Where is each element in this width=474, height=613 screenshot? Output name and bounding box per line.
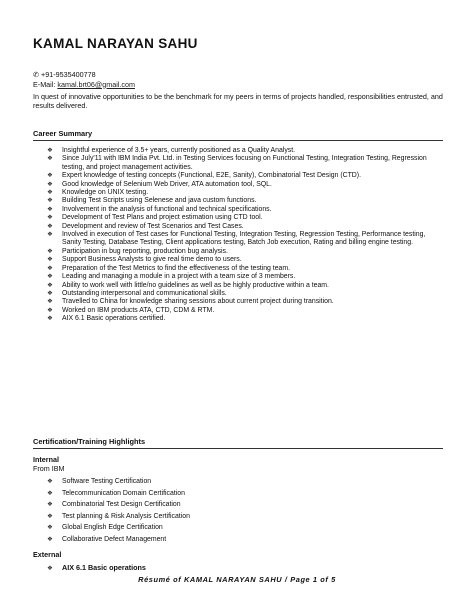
diamond-bullet-icon: ❖ [47, 289, 53, 297]
list-item-text: Preparation of the Test Metrics to find the effectiveness of the testing team. [62, 264, 291, 272]
diamond-bullet-icon: ❖ [47, 147, 53, 154]
list-item [33, 290, 443, 298]
list-item [33, 189, 443, 197]
diamond-bullet-icon: ❖ [47, 298, 53, 306]
list-item-text: Involvement in the analysis of functional and technical specifications. [62, 205, 272, 213]
list-item [33, 223, 443, 231]
diamond-bullet-icon: ❖ [47, 231, 53, 239]
diamond-bullet-icon: ❖ [47, 315, 53, 323]
list-item-text: Leading and managing a module in a project with a team size of 3 members. [62, 273, 296, 281]
list-item [33, 315, 443, 323]
section-divider [33, 140, 443, 141]
external-subheading: External [33, 550, 62, 559]
email-label: E-Mail: [33, 79, 56, 89]
list-item-text: Since July'11 with IBM India Pvt. Ltd. in Testing Services focusing on Functional Testing, Integration Testing, Regression testing, and project management activities. [62, 155, 427, 171]
list-item-text: Ability to work well with little/no guidelines as well as be highly productive within a team. [62, 281, 329, 289]
list-item-text: Insightful experience of 3.5+ years, currently positioned as a Quality Analyst. [62, 147, 296, 154]
phone-icon: ✆ [33, 70, 40, 79]
list-item [33, 265, 443, 273]
internal-cert-list [33, 476, 190, 545]
list-item-text: Involved in execution of Test cases for Functional Testing, Integration Testing, Regression Testing, Performance testing, Sanity Testing, Database Testing, Client applications testing, Batch Job execution, Rating and billing engine testing. [62, 231, 426, 247]
list-item [33, 273, 443, 281]
phone-line [33, 70, 135, 80]
diamond-bullet-icon: ❖ [47, 155, 53, 163]
list-item [33, 206, 443, 214]
list-item-text: Software Testing Certification [62, 478, 152, 485]
list-item-text: Support Business Analysts to give real time demo to users. [62, 256, 242, 264]
list-item-text: AIX 6.1 Basic operations certified. [62, 315, 166, 323]
list-item-text: Worked on IBM products ATA, CTD, CDM & RTM. [62, 306, 215, 314]
list-item [33, 155, 443, 172]
list-item-text: Global English Edge Certification [62, 524, 163, 531]
diamond-bullet-icon: ❖ [47, 197, 53, 205]
list-item [33, 248, 443, 256]
list-item [33, 476, 190, 488]
list-item-text: Travelled to China for knowledge sharing sessions about current project during transition. [62, 298, 334, 306]
diamond-bullet-icon: ❖ [47, 222, 53, 230]
list-item [33, 282, 443, 290]
list-item-text: Telecommunication Domain Certification [62, 489, 185, 497]
diamond-bullet-icon: ❖ [47, 264, 53, 272]
list-item [33, 197, 443, 205]
diamond-bullet-icon: ❖ [47, 281, 53, 289]
list-item [33, 522, 190, 534]
diamond-bullet-icon: ❖ [47, 512, 53, 520]
list-item [33, 488, 190, 500]
diamond-bullet-icon: ❖ [47, 247, 53, 255]
list-item-text: Expert knowledge of testing concepts (Functional, E2E, Sanity), Combinatorial Test Design (CTD). [62, 172, 361, 180]
diamond-bullet-icon: ❖ [47, 524, 53, 531]
list-item-text: Development and review of Test Scenarios and Test Cases. [62, 222, 244, 230]
list-item [33, 172, 443, 180]
diamond-bullet-icon: ❖ [47, 478, 53, 485]
list-item-text: Knowledge on UNIX testing. [62, 189, 149, 197]
list-item [33, 499, 190, 511]
diamond-bullet-icon: ❖ [47, 189, 53, 197]
career-summary-list [33, 147, 443, 324]
diamond-bullet-icon: ❖ [47, 306, 53, 314]
diamond-bullet-icon: ❖ [47, 205, 53, 213]
list-item [33, 256, 443, 264]
email-line [33, 80, 135, 90]
external-cert-item [33, 563, 146, 572]
diamond-bullet-icon: ❖ [47, 565, 53, 572]
list-item-text: Participation in bug reporting, production bug analysis. [62, 247, 228, 255]
diamond-bullet-icon: ❖ [47, 256, 53, 264]
list-item-text: Development of Test Plans and project estimation using CTD tool. [62, 214, 263, 222]
list-item [33, 511, 190, 523]
list-item [33, 298, 443, 306]
list-item-text: Collaborative Defect Management [62, 535, 167, 543]
diamond-bullet-icon: ❖ [47, 489, 53, 497]
list-item [33, 231, 443, 248]
diamond-bullet-icon: ❖ [47, 180, 53, 188]
list-item [33, 147, 443, 155]
list-item-text: Building Test Scripts using Selenese and java custom functions. [62, 197, 257, 205]
internal-source: From IBM [33, 464, 65, 473]
page-footer: Résumé of KAMAL NARAYAN SAHU / Page 1 of 5 [138, 575, 336, 584]
list-item [33, 214, 443, 222]
internal-subheading: Internal [33, 455, 59, 464]
list-item-text: Combinatorial Test Design Certification [62, 501, 181, 508]
diamond-bullet-icon: ❖ [47, 535, 53, 543]
external-cert-text: AIX 6.1 Basic operations [62, 563, 146, 572]
list-item-text: Outstanding interpersonal and communicational skills. [62, 289, 227, 297]
diamond-bullet-icon: ❖ [47, 273, 53, 281]
email-link[interactable]: kamal.brt06@gmail.com [57, 79, 135, 89]
career-summary-heading: Career Summary [33, 129, 93, 138]
list-item [33, 534, 190, 546]
objective-statement: In quest of innovative opportunities to be the benchmark for my peers in terms of projects handled, responsibilities entrusted, and results delivered. [33, 92, 443, 111]
diamond-bullet-icon: ❖ [47, 214, 53, 222]
contact-block [33, 70, 135, 89]
list-item [33, 181, 443, 189]
diamond-bullet-icon: ❖ [47, 501, 53, 508]
diamond-bullet-icon: ❖ [47, 172, 53, 180]
certification-heading: Certification/Training Highlights [33, 437, 146, 446]
section-divider [33, 448, 443, 449]
candidate-name: KAMAL NARAYAN SAHU [33, 36, 198, 51]
phone-number: +91-9535400778 [41, 70, 96, 79]
list-item-text: Good knowledge of Selenium Web Driver, ATA automation tool, SQL. [62, 180, 272, 188]
list-item-text: Test planning & Risk Analysis Certification [62, 512, 190, 520]
list-item [33, 307, 443, 315]
